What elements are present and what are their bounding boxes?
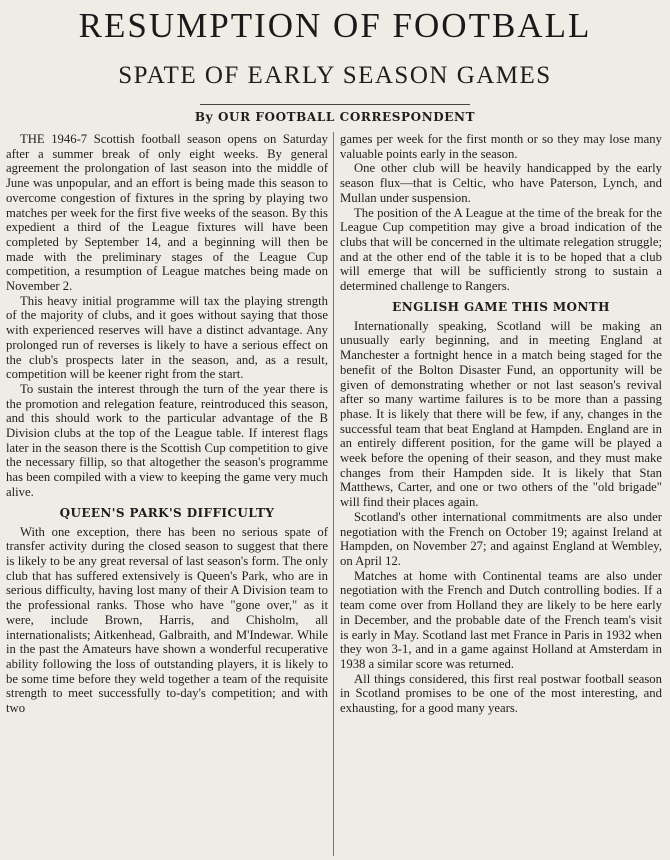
subheadline: SPATE OF EARLY SEASON GAMES [118,62,552,89]
left-column [6,132,328,856]
byline: By OUR FOOTBALL CORRESPONDENT [194,110,476,124]
divider [200,104,470,105]
paragraph: All things considered, this first real postwar football season in Scotland promises to be one of the most interesting, and exhausting, for a good many years. [340,671,662,716]
paragraph: To sustain the interest through the turn of the year there is the promotion and relegation feature, reintroduced this season, and this should work to the particular advantage of the B Division clubs at the top of the League table. If interest flags later in the season there is the Scottish Cup competition to give the necessary fillip, so that altogether the season's programme has been compiled with a view to keeping the game very much alive. [6,381,328,499]
paragraph: Scotland's other international commitments are also under negotiation with the French on October 19; against Ireland at Hampden, on November 27; and against England at Wembley, on April 12. [340,509,662,568]
paragraph: The position of the A League at the time of the break for the League Cup competition may give a broad indication of the clubs that will be concerned in the ultimate relegation struggle; and at the other end of the table it is to be hoped that a club will emerge that will be sufficiently strong to sustain a determined challenge to Rangers. [340,205,662,294]
paragraph: Internationally speaking, Scotland will be making an unusually early beginning, and in meeting England at Manchester a fortnight hence in a match being staged for the benefit of the Bolton Disaster Fund, an opportunity will be given of demonstrating whether or not last season's revival after so many wartime failures is to be more than a passing phase. It is likely that there will be few, if any, changes in the successful team that beat England at Hampden. England are in an entirely different position, for the game will be played a week before the opening of their season, and they must make changes from their Hampden side. It is likely that Stan Matthews, Carter, and one or two others of the "old brigade" will find their places again. [340,318,662,510]
section-heading: ENGLISH GAME THIS MONTH [392,299,610,314]
paragraph: One other club will be heavily handicapped by the early season flux—that is Celtic, who have Paterson, Lynch, and Mullan under suspension. [340,161,662,205]
paragraph: With one exception, there has been no serious spate of transfer activity during the closed season to suggest that there is likely to be any great reversal of last season's form. The only club that has suffered extensively is Queen's Park, who are in serious difficulty, having lost many of their A Division team to the professional ranks. Those who have "gone over," as it were, include Brown, Harris, and Chisholm, all internationalists; Aitkenhead, Galbraith, and M'Indewar. While in the past the Amateurs have shown a wonderful recuperative ability following the loss of outstanding players, it is likely to be some time before they weld together a team of the requisite strength to meet successfully to-day's competition; and with two [6,524,328,716]
headline: RESUMPTION OF FOOTBALL [78,6,592,45]
paragraph: Matches at home with Continental teams are also under negotiation with the French and Dutch controlling bodies. If a team come over from Holland they are likely to be here early in December, and the probable date of the French team's visit is early in May. Scotland last met France in Paris in 1932 when they won 3-1, and in a game against Holland at Amsterdam in 1938 a similar score was returned. [340,568,662,671]
column-divider [333,132,334,856]
paragraph: This heavy initial programme will tax the playing strength of the majority of clubs, and it goes without saying that those with experienced reserves will have a distinct advantage. Any prolonged run of reverses is likely to have a serious effect on the club's prospects later in the season, and, as a result, competition will be keener right from the start. [6,293,328,382]
right-column [340,132,662,856]
section-heading: QUEEN'S PARK'S DIFFICULTY [59,505,275,520]
paragraph: games per week for the first month or so they may lose many valuable points early in the season. [340,132,662,161]
paragraph: THE 1946-7 Scottish football season opens on Saturday after a summer break of only eight weeks. By general agreement the prolongation of last season into the middle of June was unpopular, and an effort is being made this season to overcome congestion of fixtures in the spring by playing two matches per week for the first five weeks of the season. By this expedient a third of the League fixtures will have been completed by September 14, and a beginning will then be made with the preliminary stages of the League Cup competition, a resumption of League matches being made on November 2. [6,132,328,294]
